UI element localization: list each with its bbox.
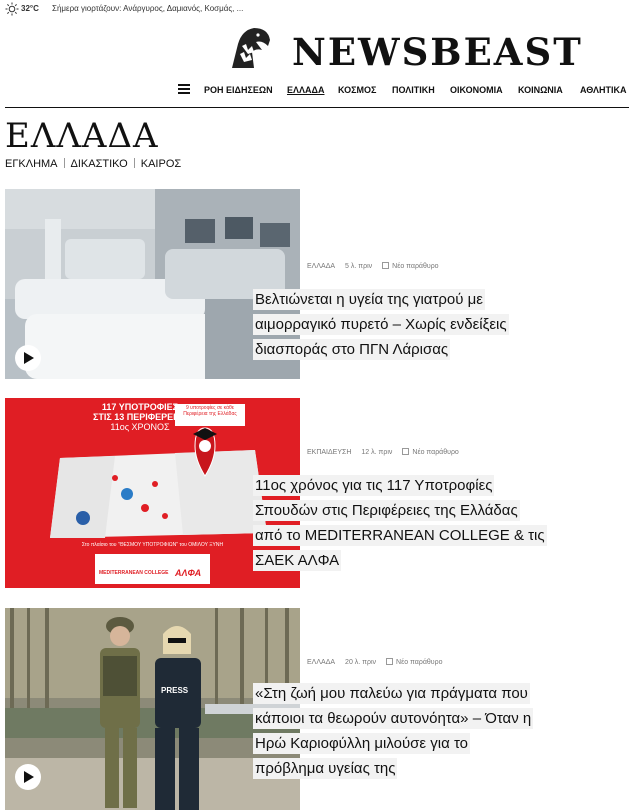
- external-link-icon: [402, 448, 409, 455]
- play-video-icon[interactable]: [15, 764, 41, 790]
- article-category[interactable]: ΕΛΛΑΔΑ: [307, 263, 336, 270]
- article-title[interactable]: [253, 473, 623, 573]
- title-line: 11ος χρόνος για τις 117 Υποτροφίες: [255, 477, 493, 494]
- article-time: 5 λ. πριν: [345, 263, 373, 270]
- site-logo[interactable]: [228, 24, 598, 74]
- shark-logo-icon: [228, 24, 274, 70]
- article-category[interactable]: ΕΚΠΑΙΔΕΥΣΗ: [307, 449, 352, 456]
- article-time: 12 λ. πριν: [361, 449, 393, 456]
- top-bar: [0, 0, 634, 18]
- new-window-link[interactable]: Νέο παράθυρο: [396, 659, 443, 666]
- title-line: πρόβλημα υγείας της: [255, 760, 396, 777]
- article-card: [0, 189, 634, 379]
- sun-icon: [5, 2, 19, 16]
- title-line: Σπουδών στις Περιφέρειες της Ελλάδας: [255, 502, 518, 519]
- image-press-vest: PRESS: [161, 686, 189, 695]
- temperature: 32°C: [21, 4, 39, 13]
- image-badge: 9 υποτροφίες σε κάθε Περιφέρεια της Ελλάδας: [183, 405, 237, 417]
- title-line: διασποράς στο ΠΓΝ Λάρισας: [255, 341, 449, 358]
- image-headline-1: 117 ΥΠΟΤΡΟΦΙΕΣ: [101, 402, 179, 412]
- subnav-dikastiko[interactable]: ΔΙΚΑΣΤΙΚΟ: [70, 158, 128, 170]
- nav-item-politiki[interactable]: ΠΟΛΙΤΙΚΗ: [392, 85, 435, 95]
- section-subnav: [5, 158, 181, 170]
- logo-text: NEWSBEAST: [292, 30, 583, 74]
- image-logo-1: MEDITERRANEAN COLLEGE: [99, 570, 169, 576]
- external-link-icon: [382, 262, 389, 269]
- external-link-icon: [386, 658, 393, 665]
- article-title[interactable]: [253, 681, 623, 781]
- article-time: 20 λ. πριν: [345, 659, 377, 666]
- nav-item-ellada[interactable]: ΕΛΛΑΔΑ: [287, 85, 325, 95]
- article-meta: [307, 658, 442, 666]
- article-meta: [307, 448, 459, 456]
- section-title: ΕΛΛΑΔΑ: [5, 116, 159, 156]
- subnav-egklima[interactable]: ΕΓΚΛΗΜΑ: [5, 158, 58, 170]
- nav-item-roh[interactable]: ΡΟΗ ΕΙΔΗΣΕΩΝ: [204, 85, 273, 95]
- hamburger-menu-icon[interactable]: [178, 84, 190, 94]
- new-window-link[interactable]: Νέο παράθυρο: [392, 263, 439, 270]
- article-meta: [307, 262, 439, 270]
- play-video-icon[interactable]: [15, 345, 41, 371]
- article-card: [0, 398, 634, 590]
- header-divider: [5, 107, 629, 108]
- title-line: από το MEDITERRANEAN COLLEGE & τις: [255, 527, 545, 544]
- title-line: αιμορραγικό πυρετό – Χωρίς ενδείξεις: [255, 316, 507, 333]
- article-card: [0, 608, 634, 810]
- nav-item-koinonia[interactable]: ΚΟΙΝΩΝΙΑ: [518, 85, 563, 95]
- title-line: «Στη ζωή μου παλεύω για πράγματα που: [255, 685, 528, 702]
- main-nav: [0, 80, 634, 102]
- new-window-link[interactable]: Νέο παράθυρο: [412, 449, 459, 456]
- nameday-text[interactable]: Σήμερα γιορτάζουν: Ανάργυρος, Δαμιανός, Κοσμάς, ...: [52, 4, 244, 13]
- nav-item-athlitika[interactable]: ΑΘΛΗΤΙΚΑ: [580, 85, 627, 95]
- image-logo-2: ΑΛΦΑ: [175, 568, 202, 578]
- title-line: Ηρώ Καριοφύλλη μιλούσε για το: [255, 735, 469, 752]
- title-line: ΣΑΕΚ ΑΛΦΑ: [255, 552, 340, 569]
- title-line: Βελτιώνεται η υγεία της γιατρού με: [255, 291, 483, 308]
- title-line: κάποιοι τα θεωρούν αυτονόητα» – Όταν η: [255, 710, 532, 727]
- article-category[interactable]: ΕΛΛΑΔΑ: [307, 659, 336, 666]
- image-headline-2: ΣΤΙΣ 13 ΠΕΡΙΦΕΡΕΙΕΣ: [92, 412, 188, 422]
- nav-item-kosmos[interactable]: ΚΟΣΜΟΣ: [338, 85, 377, 95]
- image-headline-3: 11ος ΧΡΟΝΟΣ: [110, 422, 170, 432]
- nav-item-oikonomia[interactable]: ΟΙΚΟΝΟΜΙΑ: [450, 85, 503, 95]
- article-title[interactable]: [253, 287, 623, 362]
- subnav-kairos[interactable]: ΚΑΙΡΟΣ: [140, 158, 182, 170]
- image-footer: Στο πλαίσιο του "ΘΕΣΜΟΥ ΥΠΟΤΡΟΦΙΩΝ" του ΟΜΙΛΟΥ ΞΥΝΗ: [81, 542, 224, 548]
